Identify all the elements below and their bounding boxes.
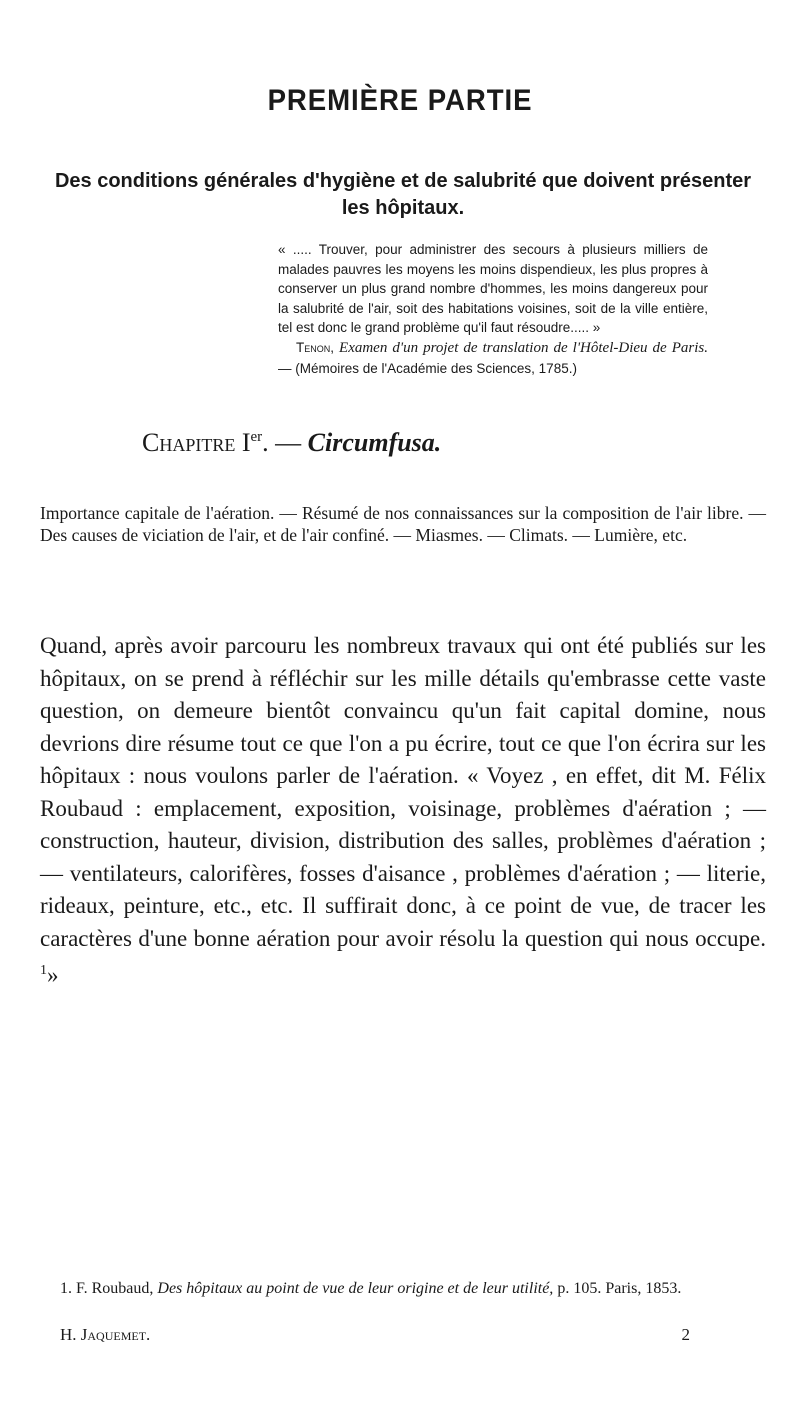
footnote-reference[interactable]: 1 — [40, 963, 47, 978]
chapter-separator: . — — [262, 428, 308, 457]
part-title: PREMIÈRE PARTIE — [267, 84, 533, 117]
footnote-number: 1. — [60, 1280, 72, 1297]
body-text — [40, 630, 766, 992]
epigraph-quote: « ..... Trouver, pour administrer des secours à plusieurs milliers de malades pauvres les moyens les moins dispendieux, les plus propres à conserver un plus grand nombre d'hommes, les moins dangereux pour la salubrité de l'air, soit des habitations voisines, soit de la ville entière, tel est donc le grand problème qu'il faut résoudre..... » — [278, 242, 708, 336]
body-paragraph — [40, 630, 766, 992]
footnote-work: Des hôpitaux au point de vue de leur origine et de leur utilité, — [157, 1280, 554, 1297]
footnote — [40, 1278, 766, 1299]
chapter-summary-text: Importance capitale de l'aération. — Résumé de nos connaissances sur la composition de l'air libre. — Des causes de viciation de l'air, et de l'air confiné. — Miasmes. — Climats. — Lumière, etc. — [40, 503, 766, 545]
footnote-author: F. Roubaud, — [76, 1280, 154, 1297]
epigraph-source: — (Mémoires de l'Académie des Sciences, 1785.) — [278, 360, 577, 376]
epigraph-citation — [278, 338, 708, 378]
chapter-summary — [40, 503, 766, 546]
footnote-text — [40, 1278, 766, 1299]
signature-mark: 2 — [681, 1325, 690, 1344]
chapter-heading — [142, 428, 441, 458]
epigraph-work: Examen d'un projet de translation de l'Hôtel-Dieu de Paris. — [339, 339, 708, 356]
footnote-details: p. 105. Paris, 1853. — [557, 1280, 682, 1297]
section-title: Des conditions générales d'hygiène et de salubrité que doivent présenter les hôpitaux. — [54, 170, 752, 219]
chapter-label: Chapitre I — [142, 428, 251, 457]
closing-quote: » — [47, 962, 59, 988]
chapter-name: Circumfusa. — [307, 428, 442, 457]
epigraph — [278, 240, 708, 378]
footer-author: H. Jaquemet. — [60, 1325, 151, 1344]
page-footer — [60, 1325, 696, 1345]
body-paragraph-text: Quand, après avoir parcouru les nombreux travaux qui ont été publiés sur les hôpitaux, on se prend à réfléchir sur les mille détails qu'embrasse cette vaste question, on demeure bientôt convaincu qu'un fait capital domine, nous devrions dire résume tout ce que l'on a pu écrire, tout ce que l'on écrira sur les hôpitaux : nous voulons parler de l'aération. « Voyez , en effet, dit M. Félix Roubaud : emplacement, exposition, voisinage, problèmes d'aération ; — construction, hauteur, division, distribution des salles, problèmes d'aération ; — ventilateurs, calorifères, fosses d'aisance , problèmes d'aération ; — literie, rideaux, peinture, etc., etc. Il suffirait donc, à ce point de vue, de tracer les caractères d'une bonne aération pour avoir résolu la question qui nous occupe. — [40, 633, 766, 951]
epigraph-author: Tenon, — [296, 339, 334, 355]
chapter-label-superscript: er — [250, 429, 263, 445]
